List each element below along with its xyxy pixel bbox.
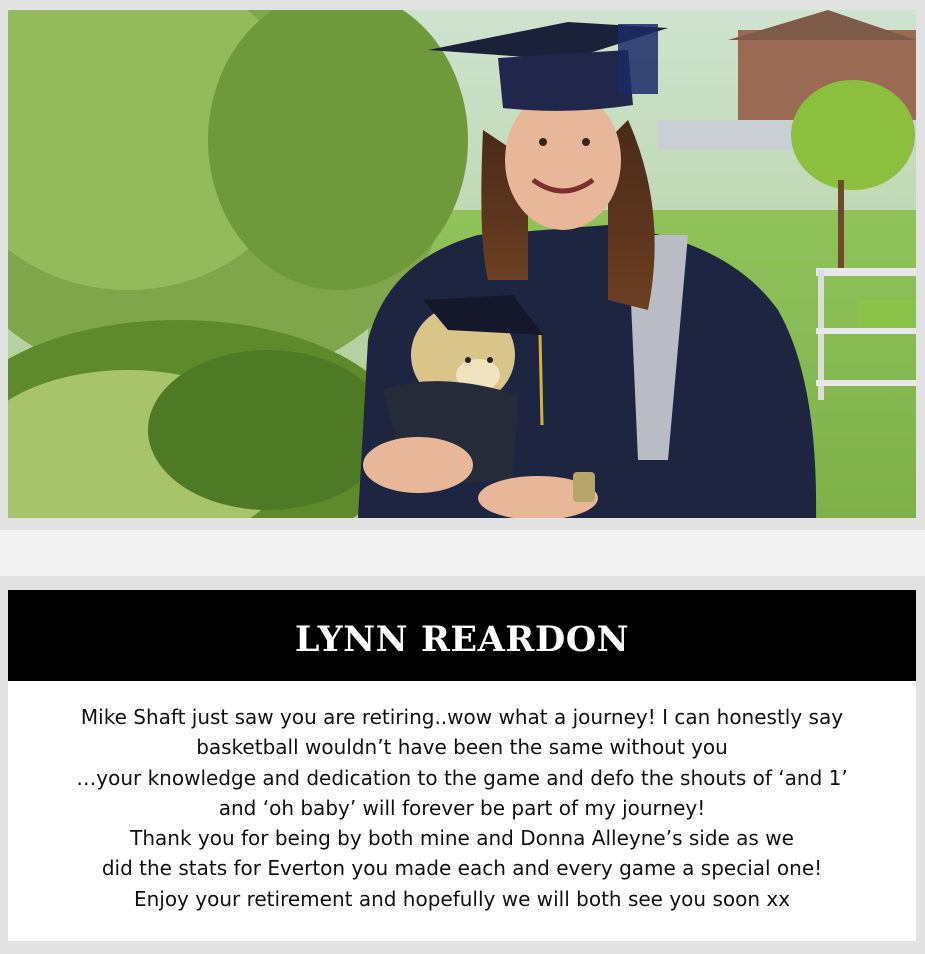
person-name: LYNN REARDON	[294, 619, 630, 660]
tribute-card	[0, 576, 925, 954]
message-line: …your knowledge and dedication to the game and defo the shouts of ‘and 1’	[76, 765, 848, 790]
message-line: Thank you for being by both mine and Donna Alleyne’s side as we	[130, 826, 794, 851]
message-line: and ‘oh baby’ will forever be part of my journey!	[218, 795, 706, 820]
name-banner	[8, 590, 916, 681]
graduation-photo	[8, 10, 916, 518]
section-divider	[0, 530, 925, 576]
message-line: basketball wouldn’t have been the same without you	[196, 735, 728, 760]
message-line: Enjoy your retirement and hopefully we will both see you soon xx	[133, 886, 791, 911]
message-line: Mike Shaft just saw you are retiring..wow what a journey! I can honestly say	[80, 705, 844, 729]
tribute-message	[8, 681, 916, 941]
message-line: did the stats for Everton you made each and every game a special one!	[101, 856, 823, 881]
